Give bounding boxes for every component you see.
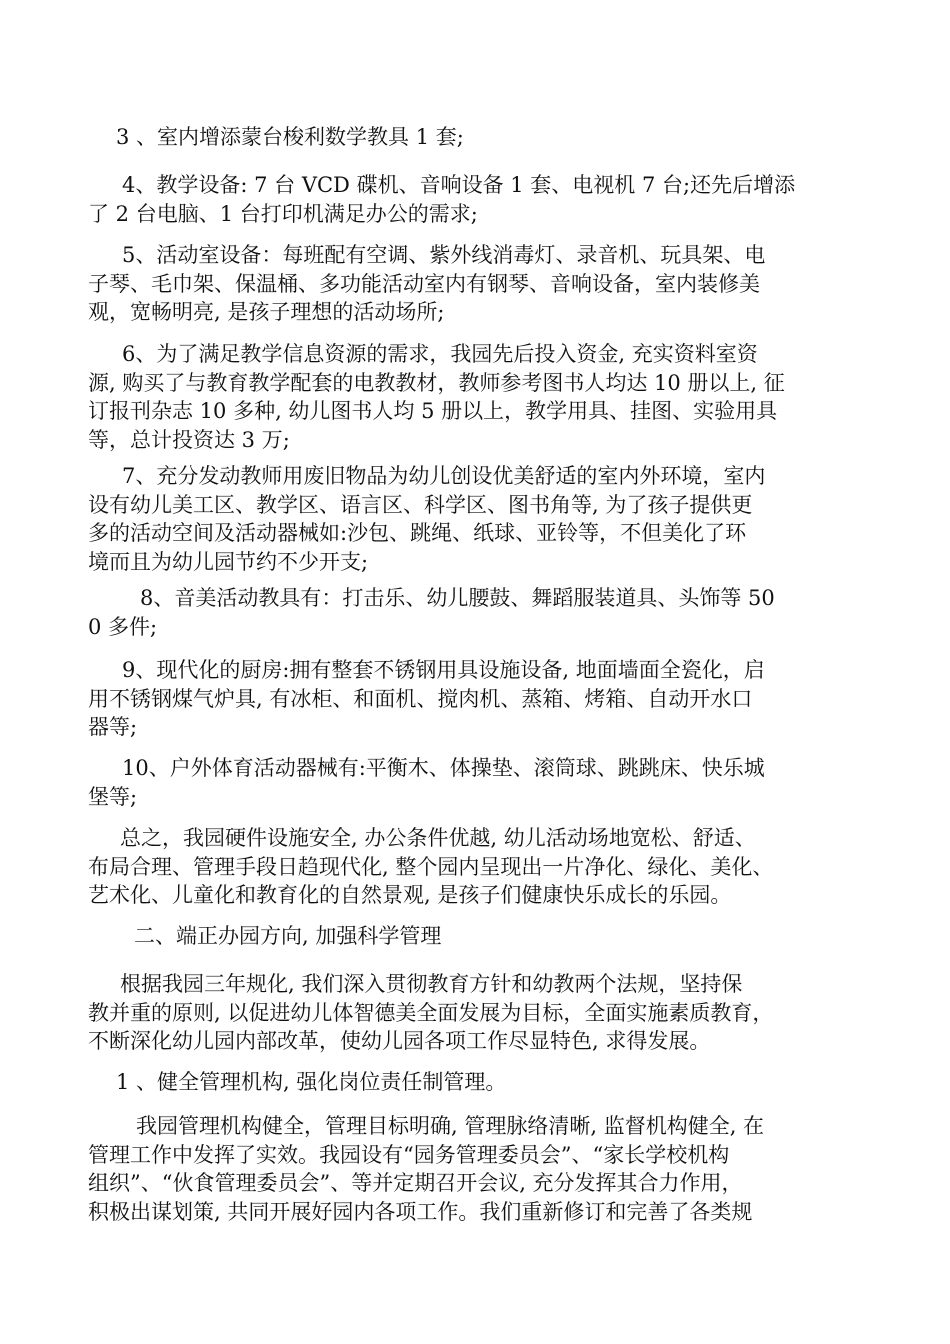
text-line: 教并重的原则, 以促进幼儿体智德美全面发展为目标，全面实施素质教育， [88,1000,774,1025]
text-line: 堡等; [88,784,138,809]
text-line: 二、端正办园方向, 加强科学管理 [134,924,442,948]
text-line: 9、现代化的厨房:拥有整套不锈钢用具设施设备, 地面墙面全瓷化，启 [122,658,765,682]
paragraph-item-7 [88,462,864,576]
text-line: 子琴、毛巾架、保温桶、多功能活动室内有钢琴、音响设备，室内装修美 [88,271,760,296]
paragraph-item-9 [88,656,864,742]
text-line: 布局合理、管理手段日趋现代化, 整个园内呈现出一片净化、绿化、美化、 [88,854,774,879]
text-line: 了 2 台电脑、1 台打印机满足办公的需求; [88,201,478,226]
text-line: 4、教学设备: 7 台 VCD 碟机、音响设备 1 套、电视机 7 台;还先后增添 [122,173,796,197]
text-line: 管理工作中发挥了实效。我园设有“园务管理委员会”、“家长学校机构 [88,1142,730,1167]
text-line: 0 多件; [88,614,158,639]
paragraph-item-6 [88,340,864,454]
text-line: 6、为了满足教学信息资源的需求，我园先后投入资金, 充实资料室资 [122,342,758,366]
text-line: 艺术化、儿童化和教育化的自然景观, 是孩子们健康快乐成长的乐园。 [88,883,732,907]
text-line: 设有幼儿美工区、教学区、语言区、科学区、图书角等, 为了孩子提供更 [88,492,753,517]
text-line: 3 、室内增添蒙台梭利数学教具 1 套; [116,125,464,149]
paragraph-item-3 [88,123,864,152]
text-line: 器等; [88,715,138,739]
text-line: 总之，我园硬件设施安全, 办公条件优越, 幼儿活动场地宽松、舒适、 [120,826,756,850]
text-line: 多的活动空间及活动器械如:沙包、跳绳、纸球、亚铃等，不但美化了环 [88,521,747,545]
text-line: 境而且为幼儿园节约不少开支; [88,549,369,574]
text-line: 5、活动室设备：每班配有空调、紫外线消毒灯、录音机、玩具架、电 [122,243,766,267]
paragraph-item-5 [88,241,864,327]
text-line: 根据我园三年规化, 我们深入贯彻教育方针和幼教两个法规，坚持保 [120,972,743,996]
text-line: 用不锈钢煤气炉具, 有冰柜、和面机、搅肉机、蒸箱、烤箱、自动开水口 [88,686,753,711]
text-line: 8、音美活动教具有：打击乐、幼儿腰鼓、舞蹈服装道具、头饰等 50 [140,586,775,610]
text-line: 等，总计投资达 3 万; [88,427,290,452]
paragraph-item-8 [88,584,864,641]
paragraph-summary [88,824,864,910]
paragraph-item-4 [88,171,864,228]
text-line: 1 、健全管理机构, 强化岗位责任制管理。 [116,1070,507,1094]
paragraph-intro [88,970,864,1056]
text-line: 不断深化幼儿园内部改革，使幼儿园各项工作尽显特色, 求得发展。 [88,1029,711,1053]
text-line: 我园管理机构健全，管理目标明确, 管理脉络清晰, 监督机构健全, 在 [136,1114,765,1138]
text-line: 观，宽畅明亮, 是孩子理想的活动场所; [88,300,445,324]
subsection-heading [88,1068,864,1097]
text-line: 7、充分发动教师用废旧物品为幼儿创设优美舒适的室内外环境，室内 [122,464,766,488]
paragraph-item-10 [88,754,864,811]
text-line: 10、户外体育活动器械有:平衡木、体操垫、滚筒球、跳跳床、快乐城 [122,756,765,780]
text-line: 源, 购买了与教育教学配套的电教教材，教师参考图书人均达 10 册以上, 征 [88,370,785,395]
text-line: 积极出谋划策, 共同开展好园内各项工作。我们重新修订和完善了各类规 [88,1199,753,1224]
section-heading [88,922,864,951]
text-line: 订报刊杂志 10 多种, 幼儿图书人均 5 册以上，教学用具、挂图、实验用具 [88,399,778,423]
text-line: 组织”、“伙食管理委员会”、等并定期召开会议, 充分发挥其合力作用， [88,1171,743,1195]
paragraph-management [88,1112,864,1226]
